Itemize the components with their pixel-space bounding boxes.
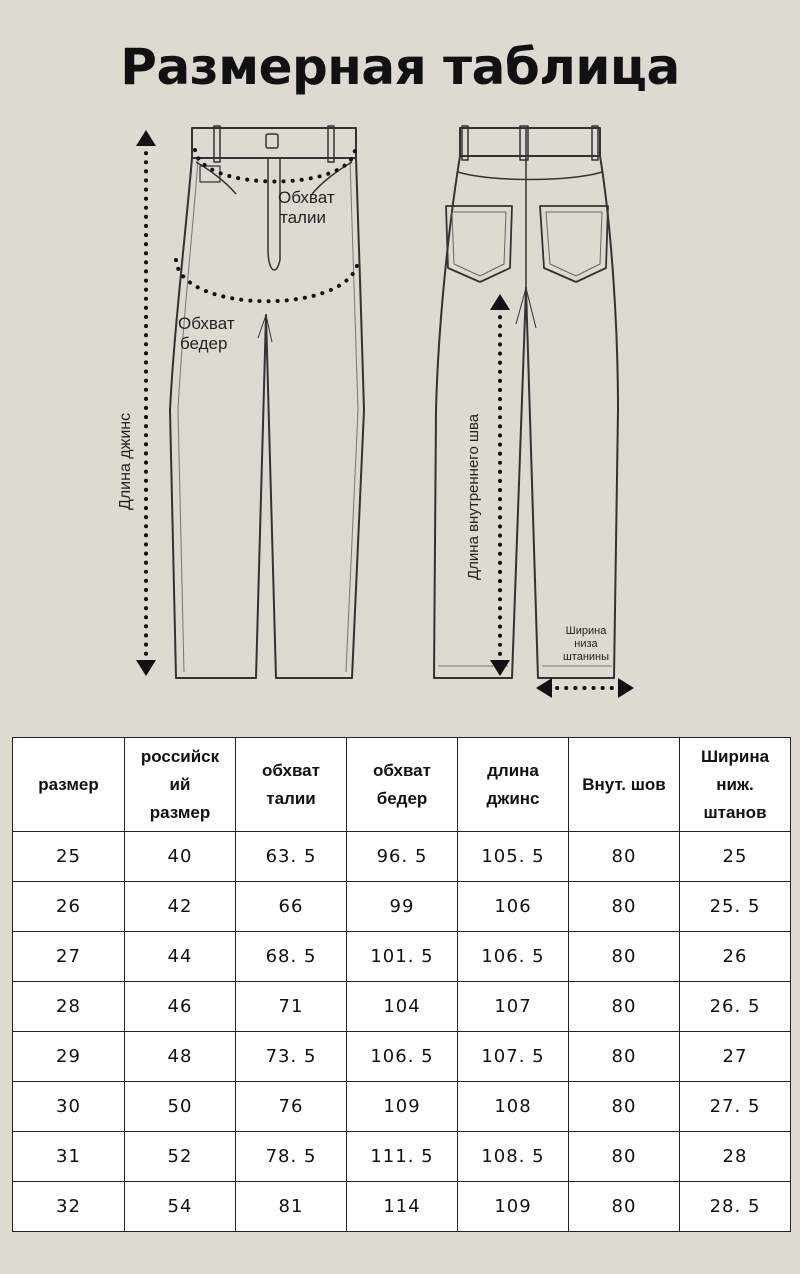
table-cell: 78. 5 bbox=[236, 1132, 347, 1182]
table-cell: 73. 5 bbox=[236, 1032, 347, 1082]
table-cell: 27. 5 bbox=[680, 1082, 791, 1132]
table-cell: 48 bbox=[125, 1032, 236, 1082]
header-text: ниж. bbox=[716, 774, 754, 794]
jeans-diagram bbox=[0, 110, 800, 710]
table-row bbox=[13, 1082, 791, 1132]
table-cell: 46 bbox=[125, 982, 236, 1032]
table-cell: 27 bbox=[680, 1032, 791, 1082]
table-cell: 50 bbox=[125, 1082, 236, 1132]
table-cell: 25. 5 bbox=[680, 882, 791, 932]
table-cell: 26 bbox=[13, 882, 125, 932]
table-row bbox=[13, 882, 791, 932]
waist-label-line1: Обхват bbox=[278, 188, 335, 207]
table-cell: 66 bbox=[236, 882, 347, 932]
table-cell: 68. 5 bbox=[236, 932, 347, 982]
header-text: штанов bbox=[703, 802, 767, 822]
header-text: джинс bbox=[486, 788, 540, 808]
waist-label-line2: талии bbox=[280, 208, 326, 227]
table-cell: 107 bbox=[458, 982, 569, 1032]
header-text: длина bbox=[487, 760, 539, 780]
header-text: обхват bbox=[262, 760, 320, 780]
table-row bbox=[13, 832, 791, 882]
table-cell: 107. 5 bbox=[458, 1032, 569, 1082]
front-jeans-drawing bbox=[170, 126, 364, 678]
table-cell: 76 bbox=[236, 1082, 347, 1132]
table-cell: 108. 5 bbox=[458, 1132, 569, 1182]
table-header-cell bbox=[680, 738, 791, 832]
table-cell: 28 bbox=[680, 1132, 791, 1182]
hem-label-line3: штанины bbox=[562, 651, 610, 663]
length-label: Длина джинс bbox=[117, 412, 134, 510]
table-header-cell bbox=[13, 738, 125, 832]
table-cell: 96. 5 bbox=[347, 832, 458, 882]
table-cell: 106. 5 bbox=[347, 1032, 458, 1082]
front-measurements bbox=[146, 144, 358, 664]
table-row bbox=[13, 982, 791, 1032]
table-cell: 25 bbox=[680, 832, 791, 882]
table-cell: 71 bbox=[236, 982, 347, 1032]
table-cell: 32 bbox=[13, 1182, 125, 1232]
header-text: талии bbox=[266, 788, 316, 808]
header-text: размер bbox=[149, 802, 211, 822]
table-cell: 80 bbox=[569, 1132, 680, 1182]
table-cell: 26. 5 bbox=[680, 982, 791, 1032]
table-cell: 99 bbox=[347, 882, 458, 932]
hips-measure-line bbox=[176, 260, 358, 301]
table-cell: 29 bbox=[13, 1032, 125, 1082]
header-text: ий bbox=[169, 774, 191, 794]
length-arrows bbox=[136, 130, 156, 676]
header-text: обхват bbox=[373, 760, 431, 780]
table-cell: 52 bbox=[125, 1132, 236, 1182]
header-text: российск bbox=[140, 746, 220, 766]
table-cell: 80 bbox=[569, 932, 680, 982]
table-cell: 111. 5 bbox=[347, 1132, 458, 1182]
table-header-cell bbox=[347, 738, 458, 832]
table-cell: 80 bbox=[569, 832, 680, 882]
hem-label-line1: Ширина bbox=[565, 625, 607, 637]
table-header-cell bbox=[236, 738, 347, 832]
table-cell: 80 bbox=[569, 982, 680, 1032]
header-text: Ширина bbox=[700, 746, 770, 766]
table-cell: 106 bbox=[458, 882, 569, 932]
table-cell: 80 bbox=[569, 1182, 680, 1232]
table-cell: 54 bbox=[125, 1182, 236, 1232]
table-cell: 105. 5 bbox=[458, 832, 569, 882]
table-row bbox=[13, 1032, 791, 1082]
table-header-row bbox=[13, 738, 791, 832]
table-cell: 40 bbox=[125, 832, 236, 882]
table-cell: 63. 5 bbox=[236, 832, 347, 882]
header-text: Внут. шов bbox=[582, 774, 666, 794]
table-cell: 108 bbox=[458, 1082, 569, 1132]
table-cell: 26 bbox=[680, 932, 791, 982]
back-arrows bbox=[490, 294, 634, 698]
table-cell: 25 bbox=[13, 832, 125, 882]
table-cell: 80 bbox=[569, 1082, 680, 1132]
table-header-cell bbox=[458, 738, 569, 832]
table-cell: 80 bbox=[569, 882, 680, 932]
table-cell: 109 bbox=[347, 1082, 458, 1132]
table-header-cell bbox=[569, 738, 680, 832]
table-cell: 28 bbox=[13, 982, 125, 1032]
table-row bbox=[13, 932, 791, 982]
table-header-cell bbox=[125, 738, 236, 832]
header-text: бедер bbox=[376, 788, 428, 808]
table-row bbox=[13, 1182, 791, 1232]
table-cell: 104 bbox=[347, 982, 458, 1032]
table-cell: 44 bbox=[125, 932, 236, 982]
table-cell: 80 bbox=[569, 1032, 680, 1082]
table-cell: 42 bbox=[125, 882, 236, 932]
table-cell: 28. 5 bbox=[680, 1182, 791, 1232]
table-cell: 109 bbox=[458, 1182, 569, 1232]
table-body bbox=[13, 832, 791, 1232]
table-row bbox=[13, 1132, 791, 1182]
back-jeans-drawing bbox=[434, 126, 618, 678]
table-cell: 30 bbox=[13, 1082, 125, 1132]
table-cell: 114 bbox=[347, 1182, 458, 1232]
table-cell: 81 bbox=[236, 1182, 347, 1232]
inseam-label: Длина внутреннего шва bbox=[465, 413, 482, 580]
table-cell: 27 bbox=[13, 932, 125, 982]
size-table bbox=[12, 737, 791, 1232]
hem-label-line2: низа bbox=[574, 638, 598, 650]
table-cell: 31 bbox=[13, 1132, 125, 1182]
page-title: Размерная таблица bbox=[120, 38, 680, 96]
hips-label-line1: Обхват bbox=[178, 314, 235, 333]
table-cell: 101. 5 bbox=[347, 932, 458, 982]
table-cell: 106. 5 bbox=[458, 932, 569, 982]
header-text: размер bbox=[38, 774, 99, 794]
hips-label-line2: бедер bbox=[180, 334, 228, 353]
